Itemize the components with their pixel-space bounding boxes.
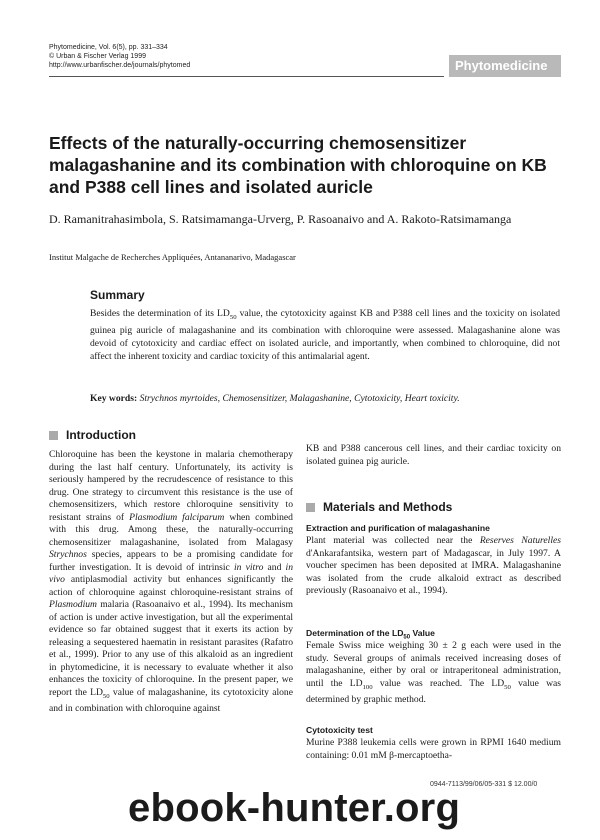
cytotoxicity-text: Murine P388 leukemia cells were grown in RPMI 1640 medium containing: 0.01 mM β-mercaptoetha-: [306, 737, 561, 761]
journal-citation: [49, 43, 190, 70]
ld50-title-part: Value: [410, 628, 435, 638]
ld50-text-part: Female Swiss mice weighing 30 ± 2 g each were used in the study. Several groups of animals received increasing doses of malagashanine, either by oral or intraperitoneal administration, until the LD: [306, 640, 561, 689]
intro-text-part: when combined with this drug. Among these, the naturally-occurring chemosensitizer malagashanine, isolated from Malagasy: [49, 511, 293, 548]
keywords-list: Strychnos myrtoides, Chemosensitizer, Malagashanine, Cytotoxicity, Heart toxicity.: [139, 393, 460, 404]
summary-heading: Summary: [90, 288, 145, 302]
ld50-text: [306, 640, 561, 706]
section-bullet-icon: [49, 431, 58, 440]
extraction-text-part: Plant material was collected near the: [306, 535, 480, 546]
watermark-text: ebook-hunter.org: [128, 786, 461, 830]
introduction-text: [49, 449, 293, 715]
intro-text-part: malaria (Rasoanaivo et al., 1994). Its mechanism of action is under active investigation, but all the experimental evidence so far obtained suggest that it exerts its action by releasing a sequestered haematin in resistant parasites (Rafatro et al., 1999). Prior to any use of this alkaloid as an ingredient in phytomedicine, it is necessary to evaluate whether it also enhances the toxicity of chloroquine. In the present paper, we report the LD: [49, 599, 293, 698]
ld50-text-part: value was determined by graphic method.: [306, 677, 561, 705]
intro-text-part: species, appears to be a promising candidate for further investigation. It is devoid of intrinsic: [49, 549, 293, 573]
intro-italic: Strychnos: [49, 549, 87, 560]
materials-methods-heading: [306, 500, 452, 514]
introduction-continued-text: KB and P388 cancerous cell lines, and their cardiac toxicity on isolated guinea pig auricle.: [306, 443, 561, 467]
summary-text: [90, 307, 560, 363]
article-affiliation: Institut Malgache de Recherches Appliquées, Antananarivo, Madagascar: [49, 252, 296, 262]
extraction-subheading: Extraction and purification of malagashanine: [306, 523, 490, 533]
ld50-subheading: [306, 628, 435, 641]
intro-italic: Plasmodium: [49, 599, 97, 610]
introduction-heading: [49, 428, 136, 442]
section-bullet-icon: [306, 503, 315, 512]
intro-italic: in vivo: [49, 561, 294, 585]
ld50-title-part: Determination of the LD: [306, 628, 404, 638]
ld50-text-part: value was reached. The LD: [372, 677, 505, 689]
ld50-subscript: 50: [504, 683, 511, 691]
ld50-title-subscript: 50: [403, 634, 411, 641]
header-rule: [49, 76, 444, 77]
extraction-text-part: d'Ankarafantsika, western part of Madagascar, in July 1997. A voucher specimen has been deposited at IMRA. Malagashanine was isolated from the crude alkaloid extract as described previously (Rasoanaivo et al., 1994).: [306, 547, 561, 596]
intro-subscript: 50: [102, 692, 110, 700]
materials-methods-heading-text: Materials and Methods: [323, 500, 453, 514]
summary-text-part: Besides the determination of its LD: [90, 308, 230, 319]
intro-text-part: value of malagashanine, its cytotoxicity alone and in combination with chloroquine against: [49, 686, 293, 714]
intro-text-part: Chloroquine has been the keystone in malaria chemotherapy during the last half century. Unfortunately, its activity is seriously hampered by the recrudescence of resistance to this drug. One strategy to circumvent this resistance is the use of chemosensitizers, which restore chloroquine sensitivity to resistant strains of: [49, 449, 293, 523]
article-authors: D. Ramanitrahasimbola, S. Ratsimamanga-Urverg, P. Rasoanaivo and A. Rakoto-Ratsimamanga: [49, 212, 512, 226]
intro-text-part: and: [263, 561, 286, 573]
journal-brand-text: Phytomedicine: [455, 58, 548, 73]
summary-subscript: 50: [229, 313, 237, 321]
journal-url-link[interactable]: http://www.urbanfischer.de/journals/phytomed: [49, 62, 191, 69]
journal-volume-line: Phytomedicine, Vol. 6(5), pp. 331–334: [49, 44, 168, 51]
keywords: [90, 392, 560, 405]
intro-italic: Plasmodium falciparum: [129, 511, 225, 523]
journal-copyright-line: © Urban & Fischer Verlag 1999: [49, 53, 146, 60]
issn-code: 0944-7113/99/06/05-331 $ 12.00/0: [430, 781, 538, 788]
extraction-italic: Reserves Naturelles: [479, 535, 562, 546]
keywords-label: Key words:: [90, 393, 138, 404]
intro-text-part: antiplasmodial activity but enhances significantly the action of chloroquine against chloroquine-resistant strains of: [49, 574, 293, 598]
ld50-subscript: 100: [362, 683, 373, 691]
cytotoxicity-subheading: Cytotoxicity test: [306, 725, 373, 735]
article-title: Effects of the naturally-occurring chemosensitizer malagashanine and its combination with chloroquine on KB and P388 cell lines and isolated auricle: [49, 133, 547, 197]
extraction-text: [306, 535, 561, 598]
introduction-heading-text: Introduction: [66, 428, 136, 442]
journal-brand-logo: [449, 55, 561, 77]
intro-italic: in vitro: [233, 561, 264, 573]
summary-text-part: value, the cytotoxicity against KB and P388 cell lines and the toxicity on isolated guinea pig auricle of malagashanine and its combination with chloroquine were assessed. Malagashanine alone was devoid of cytotoxicity and cardiac effect on isolated auricle, and importantly, when combined to chloroquine, did not affect the inherent toxicity and cardiac toxicity of this antimalarial agent.: [90, 308, 560, 362]
